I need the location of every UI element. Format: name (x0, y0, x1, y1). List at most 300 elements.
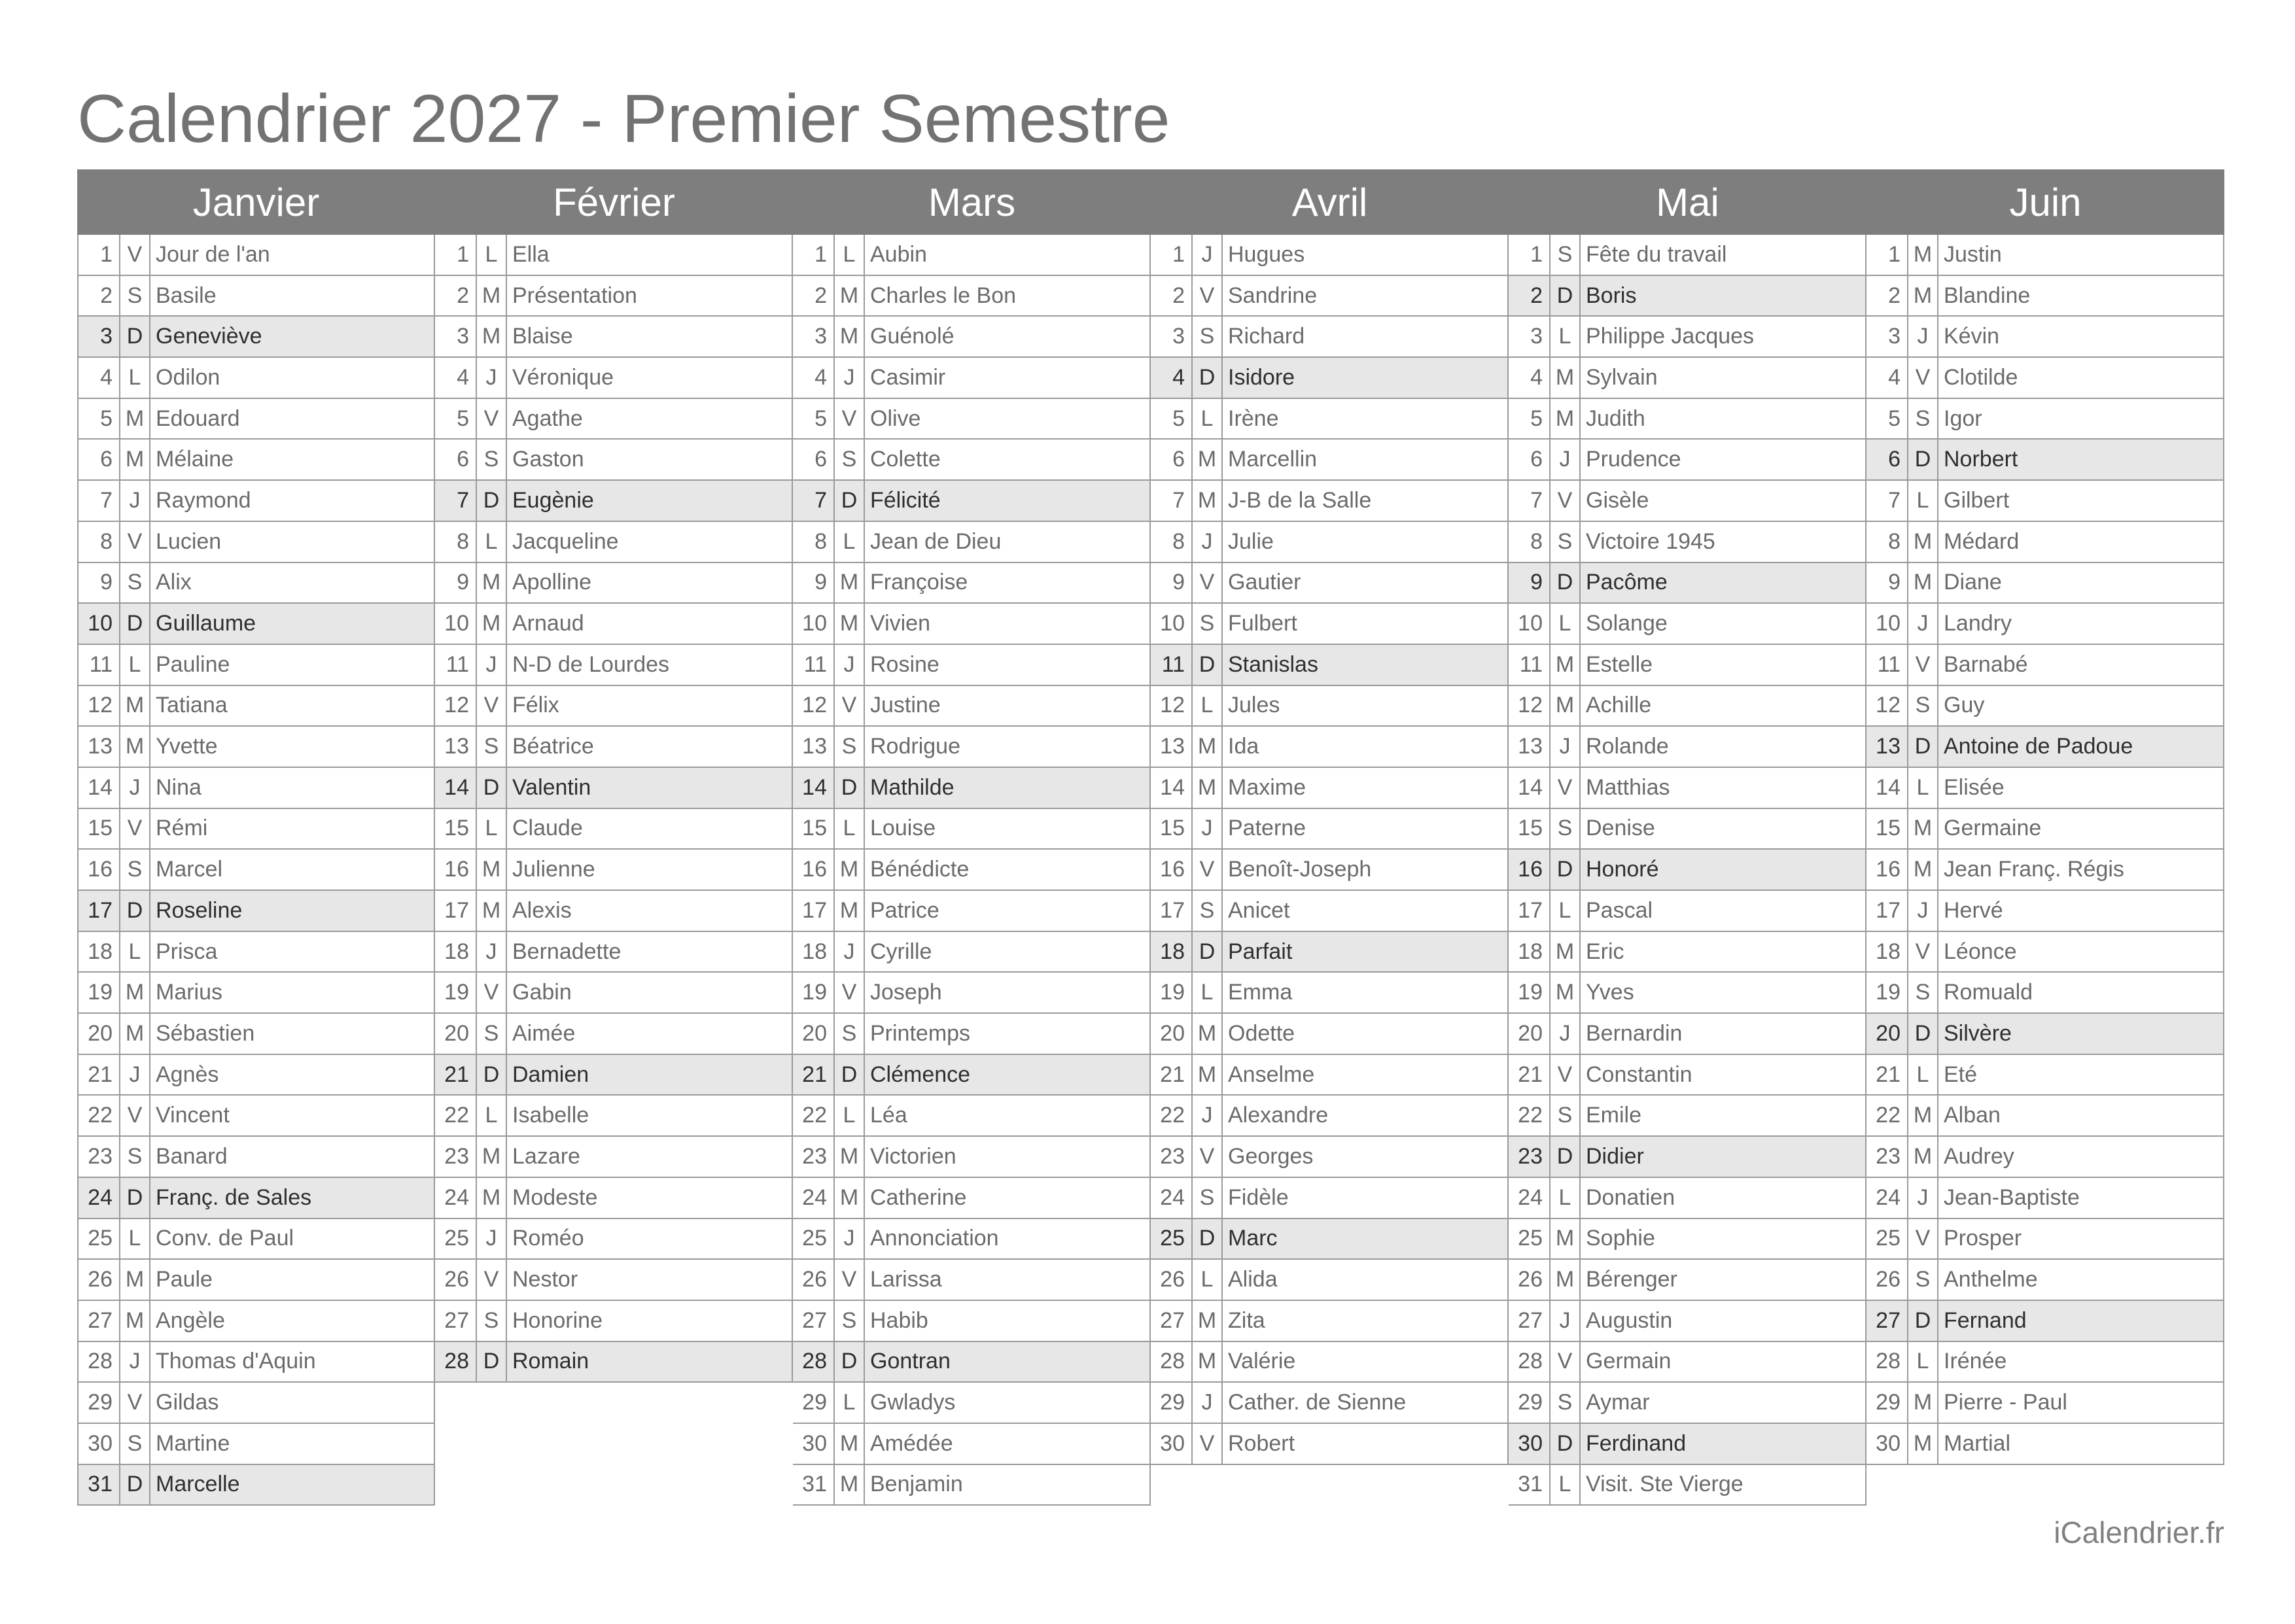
saint-name: Marcel (156, 857, 223, 882)
weekday-letter: V (477, 973, 507, 1012)
saint-name: Mathilde (870, 774, 955, 800)
weekday-letter: J (477, 1219, 507, 1259)
day-row (1151, 317, 1509, 358)
weekday-letter: M (1550, 645, 1581, 685)
day-row (1866, 850, 2224, 891)
day-number: 20 (1151, 1014, 1193, 1054)
month-header: Avril (1291, 180, 1368, 224)
day-number: 29 (79, 1383, 120, 1423)
weekday-letter: L (1908, 481, 1938, 521)
day-number: 16 (435, 850, 477, 890)
weekday-letter: S (1908, 686, 1938, 726)
saint-name: Thomas d'Aquin (156, 1349, 316, 1374)
day-number: 10 (1509, 604, 1550, 644)
day-row (77, 1219, 435, 1260)
weekday-letter: D (1550, 850, 1581, 890)
day-row (1151, 604, 1509, 645)
day-number: 3 (1866, 317, 1908, 356)
day-number: 30 (1866, 1424, 1908, 1464)
day-number: 31 (79, 1465, 120, 1505)
saint-name: Elisée (1944, 774, 2005, 800)
day-row (1151, 727, 1509, 768)
day-row (1509, 481, 1866, 522)
day-row (435, 1301, 793, 1342)
day-row (77, 727, 435, 768)
weekday-letter: V (477, 686, 507, 726)
saint-name: Honorine (512, 1307, 603, 1333)
weekday-letter: M (120, 440, 150, 479)
weekday-letter: M (1193, 1342, 1223, 1382)
saint-name: Présentation (512, 283, 637, 308)
day-row (793, 1465, 1151, 1506)
weekday-letter: M (835, 850, 865, 890)
day-number: 18 (1509, 932, 1550, 972)
day-row (1866, 317, 2224, 358)
day-number: 2 (1151, 276, 1193, 316)
day-number: 2 (1509, 276, 1550, 316)
saint-name: Fulbert (1228, 611, 1297, 636)
saint-name: Justine (870, 693, 941, 718)
saint-name: Damien (512, 1062, 589, 1087)
saint-name: Richard (1228, 324, 1305, 349)
day-number: 26 (1509, 1260, 1550, 1300)
day-row (77, 563, 435, 604)
saint-name: Stanislas (1228, 651, 1318, 677)
weekday-letter: M (1908, 276, 1938, 316)
saint-name: Nina (156, 774, 201, 800)
day-number: 20 (79, 1014, 120, 1054)
day-number: 1 (79, 235, 120, 275)
weekday-letter: L (477, 235, 507, 275)
weekday-letter: M (120, 727, 150, 767)
saint-name: Yves (1586, 980, 1634, 1005)
weekday-letter: L (120, 932, 150, 972)
day-row (435, 1096, 793, 1137)
weekday-letter: J (477, 645, 507, 685)
day-row (793, 1301, 1151, 1342)
day-row (1151, 1260, 1509, 1301)
saint-name: N-D de Lourdes (512, 651, 670, 677)
weekday-letter: M (835, 1178, 865, 1218)
day-number: 23 (79, 1137, 120, 1177)
day-row (435, 563, 793, 604)
weekday-letter: V (1908, 932, 1938, 972)
weekday-letter: L (835, 1383, 865, 1423)
day-row (793, 850, 1151, 891)
saint-name: Victorien (870, 1143, 956, 1169)
weekday-letter: V (1908, 358, 1938, 398)
day-row (1151, 1096, 1509, 1137)
weekday-letter: L (1550, 1178, 1581, 1218)
saint-name: Bénédicte (870, 857, 970, 882)
weekday-letter: D (1193, 358, 1223, 398)
day-number: 2 (1866, 276, 1908, 316)
day-row (435, 1260, 793, 1301)
weekday-letter: L (1193, 973, 1223, 1012)
weekday-letter: D (1550, 563, 1581, 603)
weekday-letter: M (1908, 809, 1938, 849)
sunday-row (77, 891, 435, 932)
day-number: 13 (435, 727, 477, 767)
saint-name: Solange (1586, 611, 1668, 636)
saint-name: Gisèle (1586, 487, 1649, 513)
day-row (77, 1424, 435, 1465)
weekday-letter: L (1908, 1342, 1938, 1382)
weekday-letter: M (1908, 1383, 1938, 1423)
saint-name: Hervé (1944, 897, 2003, 923)
weekday-letter: S (120, 850, 150, 890)
day-row (793, 1137, 1151, 1178)
day-row (1866, 891, 2224, 932)
day-number: 30 (1151, 1424, 1193, 1464)
day-number: 11 (1151, 645, 1193, 685)
day-row (1509, 686, 1866, 727)
day-row (77, 1342, 435, 1383)
day-number: 29 (793, 1383, 835, 1423)
weekday-letter: M (120, 1260, 150, 1300)
saint-name: Agathe (512, 406, 583, 431)
day-row (435, 891, 793, 932)
saint-name: Roseline (156, 897, 243, 923)
day-number: 28 (1866, 1342, 1908, 1382)
sunday-row (1509, 563, 1866, 604)
day-row (435, 727, 793, 768)
day-number: 13 (79, 727, 120, 767)
saint-name: Audrey (1944, 1143, 2014, 1169)
weekday-letter: D (1908, 440, 1938, 479)
day-number: 6 (1509, 440, 1550, 479)
day-row (435, 604, 793, 645)
saint-name: Marc (1228, 1226, 1278, 1251)
saint-name: Médard (1944, 528, 2020, 554)
day-row (77, 645, 435, 686)
day-number: 13 (1866, 727, 1908, 767)
saint-name: Sylvain (1586, 364, 1658, 390)
weekday-letter: V (120, 809, 150, 849)
day-number: 2 (435, 276, 477, 316)
day-number: 16 (1151, 850, 1193, 890)
saint-name: Charles le Bon (870, 283, 1017, 308)
weekday-letter: M (1908, 522, 1938, 562)
day-number: 21 (793, 1055, 835, 1095)
saint-name: Anselme (1228, 1062, 1315, 1087)
day-row (77, 358, 435, 399)
day-number: 15 (1866, 809, 1908, 849)
saint-name: Bernardin (1586, 1020, 1683, 1046)
day-row (1866, 563, 2224, 604)
weekday-letter: M (835, 276, 865, 316)
day-number: 4 (793, 358, 835, 398)
day-number: 11 (1509, 645, 1550, 685)
weekday-letter: D (120, 891, 150, 931)
saint-name: Didier (1586, 1143, 1644, 1169)
day-number: 23 (1509, 1137, 1550, 1177)
calendar-table (77, 169, 2224, 1506)
day-row (1866, 645, 2224, 686)
weekday-letter: J (1550, 440, 1581, 479)
weekday-letter: V (835, 686, 865, 726)
day-number: 13 (1151, 727, 1193, 767)
saint-name: Boris (1586, 283, 1637, 308)
saint-name: Béatrice (512, 734, 594, 759)
weekday-letter: L (835, 235, 865, 275)
weekday-letter: D (1193, 932, 1223, 972)
day-number: 22 (793, 1096, 835, 1135)
day-number: 8 (79, 522, 120, 562)
saint-name: Clémence (870, 1062, 971, 1087)
month-header: Mars (928, 180, 1016, 224)
day-row (793, 932, 1151, 973)
saint-name: Anthelme (1944, 1267, 2038, 1292)
weekday-letter: L (1908, 768, 1938, 808)
weekday-letter: D (120, 317, 150, 356)
saint-name: Alban (1944, 1103, 2001, 1128)
saint-name: Alida (1228, 1267, 1278, 1292)
weekday-letter: M (835, 891, 865, 931)
day-number: 19 (79, 973, 120, 1012)
saint-name: Habib (870, 1307, 928, 1333)
saint-name: Julie (1228, 528, 1274, 554)
day-number: 26 (793, 1260, 835, 1300)
day-row (435, 809, 793, 850)
day-number: 19 (1151, 973, 1193, 1012)
saint-name: Edouard (156, 406, 240, 431)
day-row (435, 850, 793, 891)
day-row (1866, 604, 2224, 645)
saint-name: Irénée (1944, 1349, 2007, 1374)
saint-name: Gilbert (1944, 487, 2010, 513)
weekday-letter: M (835, 604, 865, 644)
weekday-letter: D (1908, 727, 1938, 767)
weekday-letter: M (477, 563, 507, 603)
saint-name: Eugènie (512, 487, 594, 513)
day-number: 17 (79, 891, 120, 931)
day-row (793, 1383, 1151, 1424)
day-number: 9 (1151, 563, 1193, 603)
day-number: 9 (435, 563, 477, 603)
day-row (77, 235, 435, 276)
saint-name: Julienne (512, 857, 595, 882)
saint-name: Guy (1944, 693, 1985, 718)
weekday-letter: J (1908, 317, 1938, 356)
weekday-letter: V (1193, 276, 1223, 316)
day-number: 22 (1509, 1096, 1550, 1135)
saint-name: Honoré (1586, 857, 1659, 882)
saint-name: Rodrigue (870, 734, 960, 759)
weekday-letter: M (1550, 932, 1581, 972)
weekday-letter: J (1908, 891, 1938, 931)
day-number: 17 (1509, 891, 1550, 931)
day-number: 2 (793, 276, 835, 316)
day-row (1151, 440, 1509, 481)
weekday-letter: S (120, 1137, 150, 1177)
weekday-letter: M (1550, 399, 1581, 439)
saint-name: Modeste (512, 1184, 598, 1210)
day-number: 23 (1866, 1137, 1908, 1177)
weekday-letter: J (1550, 1014, 1581, 1054)
day-row (77, 481, 435, 522)
day-number: 20 (435, 1014, 477, 1054)
saint-name: Estelle (1586, 651, 1653, 677)
sunday-row (435, 481, 793, 522)
day-number: 18 (435, 932, 477, 972)
weekday-letter: M (835, 1424, 865, 1464)
day-number: 6 (435, 440, 477, 479)
day-number: 27 (1866, 1301, 1908, 1341)
day-number: 23 (1151, 1137, 1193, 1177)
day-number: 30 (793, 1424, 835, 1464)
weekday-letter: M (120, 1014, 150, 1054)
day-number: 4 (79, 358, 120, 398)
day-number: 6 (793, 440, 835, 479)
saint-name: Blandine (1944, 283, 2031, 308)
day-number: 29 (1509, 1383, 1550, 1423)
saint-name: Guillaume (156, 611, 256, 636)
day-row (1151, 686, 1509, 727)
day-number: 4 (1866, 358, 1908, 398)
weekday-letter: J (477, 932, 507, 972)
sunday-row (77, 604, 435, 645)
weekday-letter: S (477, 727, 507, 767)
sunday-row (793, 768, 1151, 809)
day-number: 4 (435, 358, 477, 398)
day-row (793, 1178, 1151, 1219)
weekday-letter: S (1193, 891, 1223, 931)
saint-name: Félicité (870, 487, 941, 513)
weekday-letter: V (835, 1260, 865, 1300)
saint-name: Léa (870, 1103, 907, 1128)
weekday-letter: S (1550, 522, 1581, 562)
day-row (1151, 768, 1509, 809)
day-number: 12 (1509, 686, 1550, 726)
day-row (1509, 1219, 1866, 1260)
day-row (1866, 235, 2224, 276)
weekday-letter: D (477, 481, 507, 521)
weekday-letter: M (1193, 1014, 1223, 1054)
day-row (1866, 481, 2224, 522)
day-number: 8 (1151, 522, 1193, 562)
day-row (435, 276, 793, 317)
weekday-letter: J (1193, 1383, 1223, 1423)
weekday-letter: J (120, 1342, 150, 1382)
day-number: 15 (435, 809, 477, 849)
saint-name: Emma (1228, 980, 1293, 1005)
day-row (1151, 1014, 1509, 1055)
day-row (793, 809, 1151, 850)
day-row (77, 399, 435, 440)
weekday-letter: D (835, 1055, 865, 1095)
saint-name: Bérenger (1586, 1267, 1677, 1292)
saint-name: Georges (1228, 1143, 1314, 1169)
saint-name: Eté (1944, 1062, 1978, 1087)
day-number: 7 (793, 481, 835, 521)
day-row (435, 1178, 793, 1219)
weekday-letter: D (120, 1178, 150, 1218)
weekday-letter: M (477, 1137, 507, 1177)
saint-name: Matthias (1586, 774, 1670, 800)
saint-name: Sébastien (156, 1020, 255, 1046)
day-number: 9 (1866, 563, 1908, 603)
day-number: 7 (1866, 481, 1908, 521)
weekday-letter: J (120, 768, 150, 808)
weekday-letter: M (1550, 1260, 1581, 1300)
day-number: 12 (793, 686, 835, 726)
sunday-row (793, 481, 1151, 522)
saint-name: Prosper (1944, 1226, 2022, 1251)
day-number: 14 (435, 768, 477, 808)
weekday-letter: V (1550, 1342, 1581, 1382)
day-number: 18 (1866, 932, 1908, 972)
saint-name: Angèle (156, 1307, 225, 1333)
day-number: 1 (1509, 235, 1550, 275)
day-row (793, 1219, 1151, 1260)
day-row (793, 1260, 1151, 1301)
day-row (1509, 973, 1866, 1014)
day-row (1509, 932, 1866, 973)
day-number: 1 (1866, 235, 1908, 275)
saint-name: Pascal (1586, 897, 1653, 923)
day-number: 5 (1866, 399, 1908, 439)
saint-name: Louise (870, 816, 936, 841)
day-number: 14 (79, 768, 120, 808)
month-column (1509, 235, 1866, 1506)
weekday-letter: M (1193, 1055, 1223, 1095)
sunday-row (1151, 645, 1509, 686)
day-row (77, 1383, 435, 1424)
weekday-letter: S (1193, 604, 1223, 644)
saint-name: Joseph (870, 980, 942, 1005)
saint-name: Rosine (870, 651, 939, 677)
saint-name: Guénolé (870, 324, 955, 349)
day-number: 25 (79, 1219, 120, 1259)
saint-name: Casimir (870, 364, 946, 390)
day-number: 24 (793, 1178, 835, 1218)
weekday-letter: S (477, 1014, 507, 1054)
saint-name: Jacqueline (512, 528, 619, 554)
saint-name: Blaise (512, 324, 573, 349)
day-number: 6 (79, 440, 120, 479)
day-number: 8 (793, 522, 835, 562)
day-row (1866, 1178, 2224, 1219)
day-row (77, 932, 435, 973)
day-row (1509, 317, 1866, 358)
weekday-letter: V (1193, 1137, 1223, 1177)
saint-name: Véronique (512, 364, 614, 390)
weekday-letter: D (120, 604, 150, 644)
day-number: 15 (79, 809, 120, 849)
saint-name: Prudence (1586, 447, 1681, 472)
weekday-letter: M (835, 317, 865, 356)
day-number: 27 (1151, 1301, 1193, 1341)
weekday-letter: S (1193, 1178, 1223, 1218)
day-number: 16 (79, 850, 120, 890)
saint-name: Léonce (1944, 939, 2017, 964)
saint-name: Alix (156, 570, 192, 595)
saint-name: Jean de Dieu (870, 528, 1002, 554)
weekday-letter: M (1908, 850, 1938, 890)
weekday-letter: S (835, 727, 865, 767)
day-row (793, 604, 1151, 645)
sunday-row (1866, 1301, 2224, 1342)
day-row (1509, 1014, 1866, 1055)
day-number: 17 (435, 891, 477, 931)
saint-name: Agnès (156, 1062, 219, 1087)
saint-name: Franç. de Sales (156, 1184, 312, 1210)
day-number: 16 (793, 850, 835, 890)
sunday-row (1866, 727, 2224, 768)
day-number: 7 (435, 481, 477, 521)
day-row (77, 276, 435, 317)
